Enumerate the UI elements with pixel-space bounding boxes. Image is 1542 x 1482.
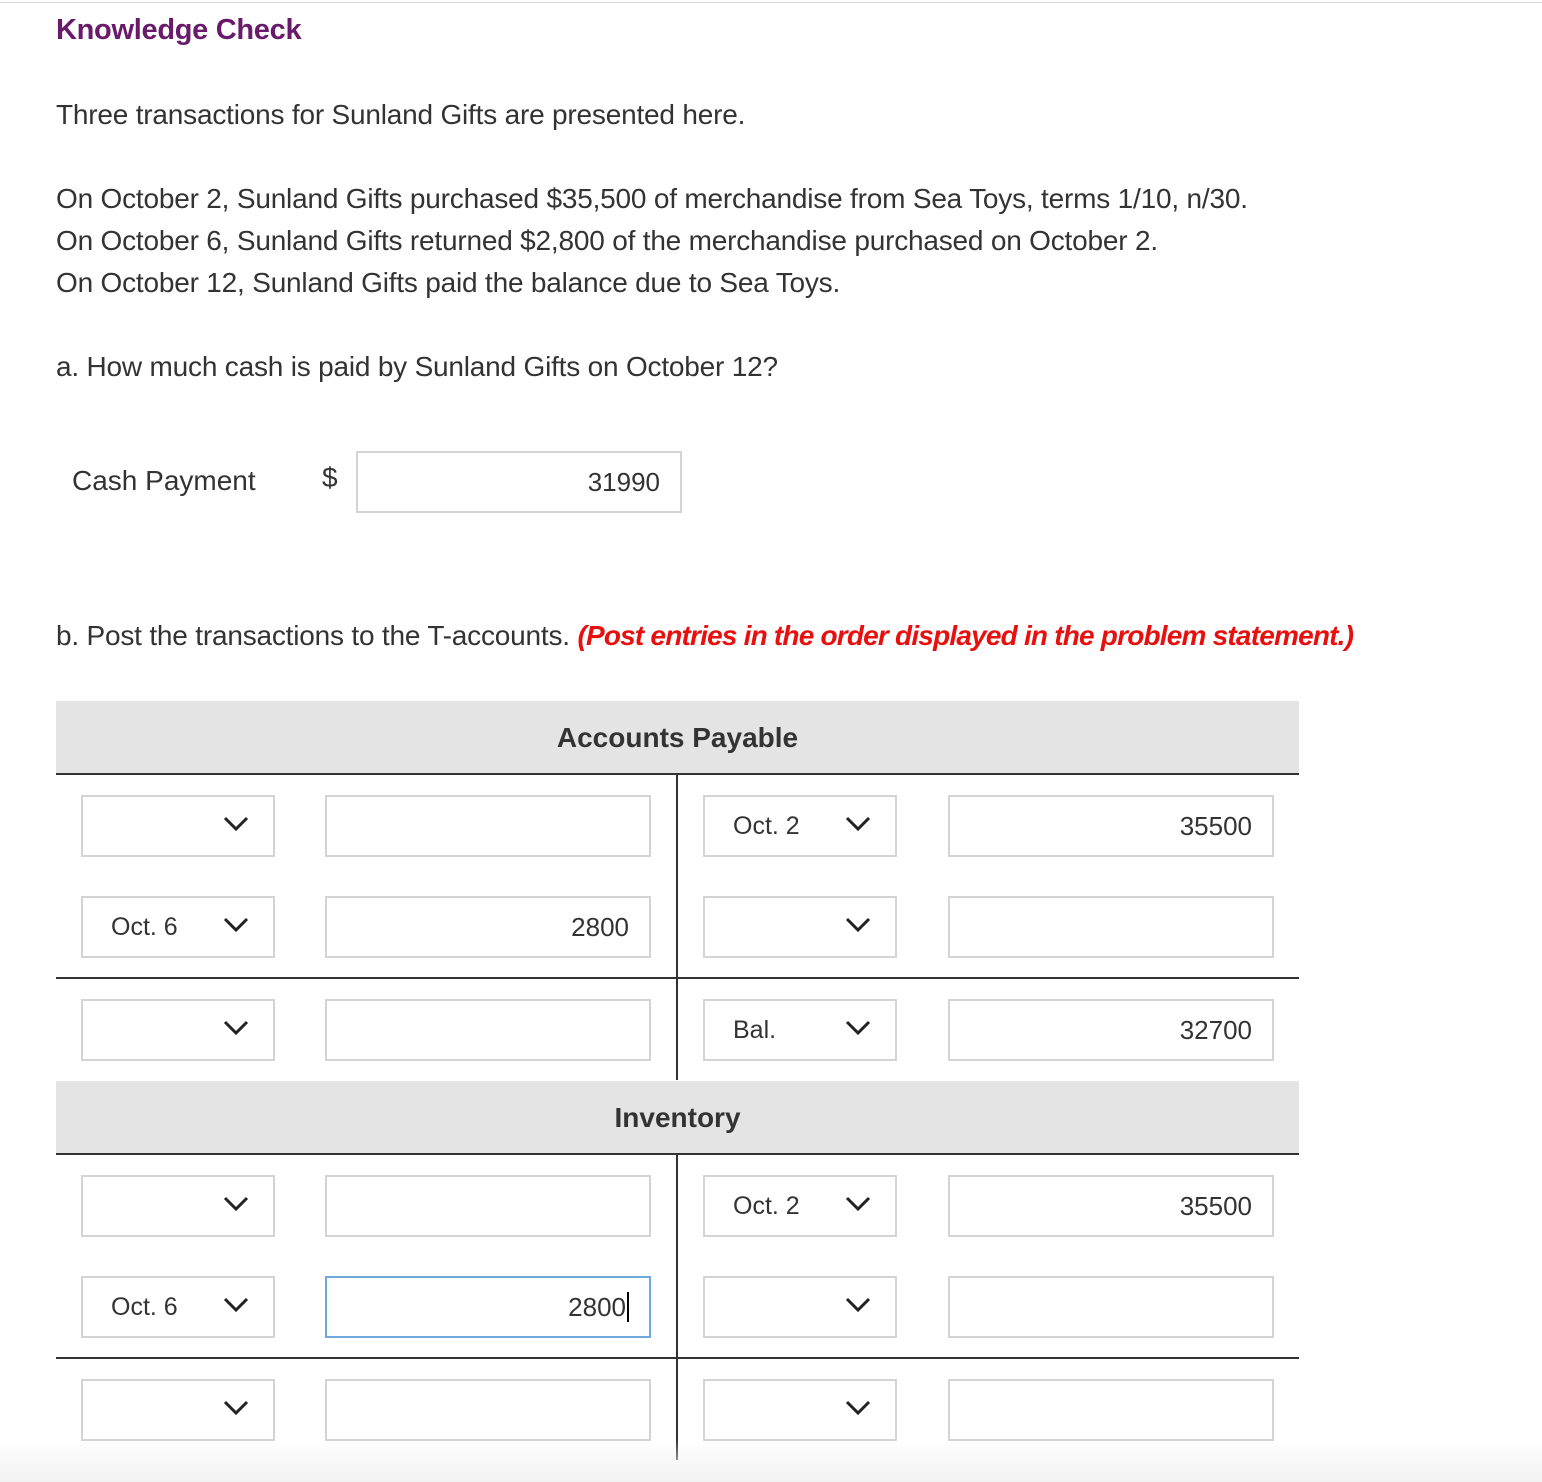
inv-debit-date-select-3[interactable] xyxy=(81,1379,275,1441)
chevron-down-icon xyxy=(845,1020,871,1036)
ap-debit-amount-input-3[interactable] xyxy=(325,999,651,1061)
chevron-down-icon xyxy=(223,1020,249,1036)
ap-credit-date-select-3[interactable] xyxy=(703,999,897,1061)
inv-credit-amount-input-1[interactable]: 35500 xyxy=(948,1175,1274,1237)
inv-credit-amount-input-2[interactable] xyxy=(948,1276,1274,1338)
chevron-down-icon xyxy=(223,1400,249,1416)
accounts-payable-balance-rule xyxy=(56,977,1299,979)
inv-debit-date-2: Oct. 6 xyxy=(111,1293,178,1321)
ap-credit-amount-input-1[interactable]: 35500 xyxy=(948,795,1274,857)
chevron-down-icon xyxy=(845,917,871,933)
transaction-3: On October 12, Sunland Gifts paid the balance due to Sea Toys. xyxy=(56,267,841,298)
question-b-note: (Post entries in the order displayed in the problem statement.) xyxy=(577,620,1354,651)
question-a: a. How much cash is paid by Sunland Gifts on October 12? xyxy=(56,351,778,382)
inv-debit-amount-input-3[interactable] xyxy=(325,1379,651,1441)
ap-debit-date-2: Oct. 6 xyxy=(111,913,178,941)
inv-credit-date-select-2[interactable] xyxy=(703,1276,897,1338)
ap-credit-date-select-2[interactable] xyxy=(703,896,897,958)
chevron-down-icon xyxy=(845,1196,871,1212)
ap-credit-amount-input-2[interactable] xyxy=(948,896,1274,958)
ap-debit-amount-input-2[interactable]: 2800 xyxy=(325,896,651,958)
ap-debit-amount-input-1[interactable] xyxy=(325,795,651,857)
ap-debit-date-select-2[interactable] xyxy=(81,896,275,958)
inventory-divider xyxy=(676,1154,678,1460)
text-cursor xyxy=(627,1292,629,1322)
ap-credit-date-select-1[interactable] xyxy=(703,795,897,857)
transaction-1: On October 2, Sunland Gifts purchased $35,500 of merchandise from Sea Toys, terms 1/10, n/30. xyxy=(56,183,1248,214)
chevron-down-icon xyxy=(223,1196,249,1212)
chevron-down-icon xyxy=(223,1297,249,1313)
bottom-fade xyxy=(0,1440,1542,1482)
chevron-down-icon xyxy=(845,1297,871,1313)
chevron-down-icon xyxy=(223,816,249,832)
page-title: Knowledge Check xyxy=(56,14,302,46)
inv-debit-date-select-2[interactable] xyxy=(81,1276,275,1338)
inv-credit-date-select-1[interactable] xyxy=(703,1175,897,1237)
transaction-2: On October 6, Sunland Gifts returned $2,800 of the merchandise purchased on October 2. xyxy=(56,225,1158,256)
accounts-payable-divider xyxy=(676,774,678,1080)
inv-debit-amount-input-1[interactable] xyxy=(325,1175,651,1237)
top-divider xyxy=(0,2,1542,3)
cash-payment-input[interactable]: 31990 xyxy=(356,451,682,513)
inv-debit-date-select-1[interactable] xyxy=(81,1175,275,1237)
ap-debit-date-select-3[interactable] xyxy=(81,999,275,1061)
chevron-down-icon xyxy=(845,1400,871,1416)
chevron-down-icon xyxy=(845,816,871,832)
inv-debit-amount-input-2[interactable] xyxy=(325,1276,651,1338)
cash-payment-label: Cash Payment xyxy=(72,465,256,496)
inv-credit-date-select-3[interactable] xyxy=(703,1379,897,1441)
inv-debit-amount-2: 2800 xyxy=(568,1292,626,1322)
inventory-header: Inventory xyxy=(56,1081,1299,1153)
chevron-down-icon xyxy=(223,917,249,933)
question-b-text: b. Post the transactions to the T-accounts. xyxy=(56,620,578,651)
accounts-payable-header: Accounts Payable xyxy=(56,701,1299,773)
intro-text: Three transactions for Sunland Gifts are presented here. xyxy=(56,99,746,130)
inv-credit-date-1: Oct. 2 xyxy=(733,1192,800,1220)
inventory-balance-rule xyxy=(56,1357,1299,1359)
ap-debit-date-select-1[interactable] xyxy=(81,795,275,857)
currency-symbol: $ xyxy=(322,462,338,493)
ap-credit-date-3: Bal. xyxy=(733,1016,777,1044)
inv-credit-amount-input-3[interactable] xyxy=(948,1379,1274,1441)
ap-credit-date-1: Oct. 2 xyxy=(733,812,800,840)
question-b xyxy=(56,620,1353,652)
ap-credit-amount-input-3[interactable]: 32700 xyxy=(948,999,1274,1061)
